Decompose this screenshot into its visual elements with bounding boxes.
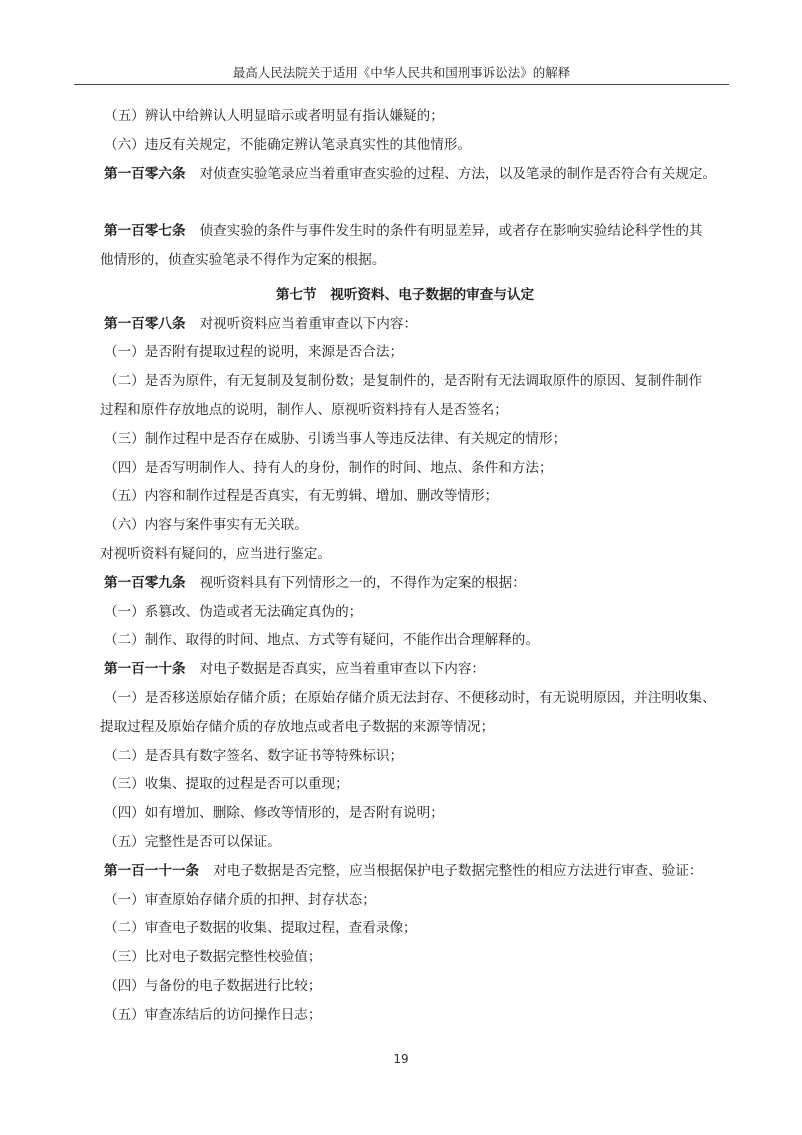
clause-line: （六）违反有关规定，不能确定辨认笔录真实性的其他情形。 [104, 136, 472, 153]
clause-line: （四）是否写明制作人、持有人的身份，制作的时间、地点、条件和方法； [104, 459, 553, 476]
clause-line: （二）是否为原件，有无复制及复制份数；是复制件的，是否附有无法调取原件的原因、复制件制作 [104, 373, 703, 390]
article-108 [104, 310, 736, 339]
article-continuation: 他情形的，侦查实验笔录不得作为定案的根据。 [100, 251, 386, 268]
clause-line: （四）与备份的电子数据进行比较； [104, 977, 322, 994]
clause-line: （六）内容与案件事实有无关联。 [104, 517, 308, 534]
article-text: 视听资料具有下列情形之一的，不得作为定案的根据： [199, 574, 526, 591]
clause-line: （五）辨认中给辨认人明显暗示或者明显有指认嫌疑的； [104, 108, 444, 124]
article-label: 第一百零九条 [104, 574, 186, 591]
clause-line: （一）是否移送原始存储介质；在原始存储介质无法封存、不便移动时，有无说明原因，并注明收集、 [104, 689, 716, 706]
document-body [100, 102, 736, 1030]
article-text: 对视听资料应当着重审查以下内容： [199, 315, 418, 332]
clause-line: （五）内容和制作过程是否真实，有无剪辑、增加、删改等情形； [104, 488, 499, 505]
article-text: 侦查实验的条件与事件发生时的条件有明显差异，或者存在影响实验结论科学性的其 [199, 223, 703, 240]
clause-line: （三）比对电子数据完整性校验值； [104, 949, 322, 966]
article-label: 第一百一十一条 [104, 862, 200, 879]
closing-line: 对视听资料有疑问的，应当进行鉴定。 [100, 545, 332, 562]
article-text: 对电子数据是否真实，应当着重审查以下内容： [199, 661, 486, 678]
clause-line: （一）审查原始存储介质的扣押、封存状态； [104, 891, 376, 908]
clause-line: （三）制作过程中是否存在威胁、引诱当事人等违反法律、有关规定的情形； [104, 430, 567, 447]
section-heading: 第七节 视听资料、电子数据的审查与认定 [275, 286, 535, 303]
article-label: 第一百零八条 [104, 315, 186, 332]
page-number: 19 [393, 1052, 409, 1066]
article-107 [104, 217, 736, 246]
clause-line: （二）是否具有数字签名、数字证书等特殊标识； [104, 747, 404, 764]
paragraph-gap [104, 188, 736, 217]
article-label: 第一百零七条 [104, 223, 186, 240]
clause-line: （三）收集、提取的过程是否可以重现； [104, 776, 349, 793]
clause-line: （五）审查冻结后的访问操作日志； [104, 1006, 322, 1023]
clause-line: （五）完整性是否可以保证。 [104, 833, 281, 850]
article-label: 第一百一十条 [104, 661, 186, 678]
article-110 [104, 655, 736, 684]
clause-continuation: 过程和原件存放地点的说明，制作人、原视听资料持有人是否签名； [100, 401, 508, 418]
clause-continuation: 提取过程及原始存储介质的存放地点或者电子数据的来源等情况； [100, 718, 495, 735]
clause-line: （二）制作、取得的时间、地点、方式等有疑问，不能作出合理解释的。 [104, 632, 539, 649]
clause-line: （二）审查电子数据的收集、提取过程，查看录像； [104, 920, 417, 937]
article-text: 对电子数据是否完整，应当根据保护电子数据完整性的相应方法进行审查、验证： [213, 862, 703, 879]
clause-line: （一）是否附有提取过程的说明，来源是否合法； [104, 344, 404, 361]
article-label: 第一百零六条 [104, 165, 186, 182]
clause-line: （一）系篡改、伪造或者无法确定真伪的； [104, 603, 363, 620]
article-text: 对侦查实验笔录应当着重审查实验的过程、方法，以及笔录的制作是否符合有关规定。 [199, 165, 717, 182]
header-divider [74, 84, 729, 85]
article-109 [104, 569, 736, 598]
article-111 [104, 857, 736, 886]
page-header-title: 最高人民法院关于适用《中华人民共和国刑事诉讼法》的解释 [232, 65, 571, 80]
article-106 [104, 160, 736, 189]
clause-line: （四）如有增加、删除、修改等情形的，是否附有说明； [104, 805, 444, 822]
